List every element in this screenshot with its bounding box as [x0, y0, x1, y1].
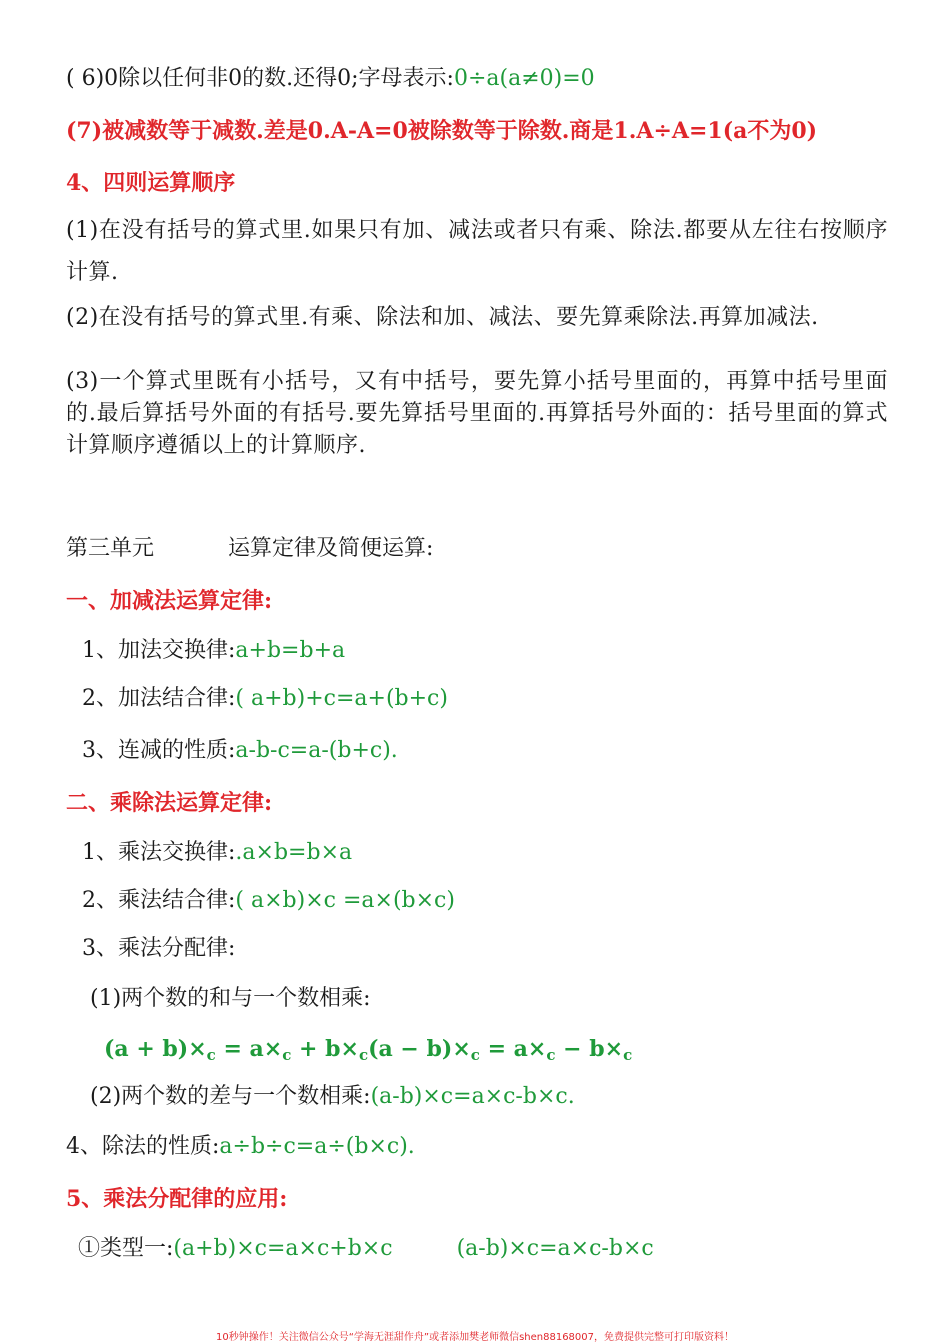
- law-consecutive-sub-formula: a-b-c=a-(b+c).: [235, 738, 398, 763]
- rule-6-formula: 0÷a(a≠0)=0: [453, 66, 595, 91]
- section-add-sub-laws: 一、加减法运算定律:: [66, 588, 273, 614]
- law-mul-associative: [82, 886, 455, 916]
- law-division-property-label: 4、除法的性质:: [66, 1134, 220, 1159]
- rule-6-text: ( 6)0除以任何非0的数.还得0;字母表示:: [66, 66, 454, 91]
- section-mul-div-laws: 二、乘除法运算定律:: [66, 790, 273, 816]
- law-add-associative: [82, 684, 448, 714]
- law-add-commutative: [82, 636, 345, 666]
- distributive-difference-label: (2)两个数的差与一个数相乘:: [90, 1084, 371, 1109]
- law-mul-distributive: 3、乘法分配律:: [82, 936, 236, 961]
- law-mul-associative-formula: ( a×b)×c =a×(b×c): [235, 888, 455, 913]
- distributive-sum-label: (1)两个数的和与一个数相乘:: [90, 986, 371, 1011]
- type-one-formula-2: (a-b)×c=a×c-b×c: [456, 1236, 654, 1261]
- order-rule-3: (3)一个算式里既有小括号，又有中括号，要先算小括号里面的，再算中括号里面的.最后算括号外面的有括号.要先算括号里面的.再算括号外面的：括号里面的算式计算顺序遵循以上的计算顺序.: [66, 369, 888, 458]
- law-division-property-formula: a÷b÷c=a÷(b×c).: [219, 1134, 415, 1159]
- distributive-sub-6: c: [623, 1046, 633, 1064]
- type-one-label: ①类型一:: [78, 1236, 174, 1261]
- distributive-sub-4: c: [470, 1046, 480, 1064]
- law-mul-commutative-formula: .a×b=b×a: [235, 840, 353, 865]
- distributive-sub-3: c: [358, 1046, 369, 1064]
- distributive-part-5: = a×: [479, 1036, 547, 1062]
- distributive-part-4: (a − b)×: [368, 1036, 471, 1062]
- rule-7: (7)被减数等于减数.差是0.A-A=0被除数等于除数.商是1.A÷A=1(a不为0): [66, 118, 818, 144]
- type-one: [78, 1234, 654, 1264]
- law-consecutive-sub: [82, 736, 398, 766]
- law-mul-commutative-label: 1、乘法交换律:: [82, 840, 236, 865]
- distributive-sub-2: c: [282, 1046, 292, 1064]
- law-mul-associative-label: 2、乘法结合律:: [82, 888, 236, 913]
- unit-label: 第三单元: [66, 536, 155, 561]
- distributive-part-2: = a×: [215, 1036, 283, 1062]
- footer-note: 10秒钟操作！关注微信公众号“学海无涯甜作舟”或者添加樊老师微信shen88168007，免费提供完整可打印版资料！: [215, 1332, 735, 1343]
- rule-6: [66, 64, 595, 94]
- distributive-part-3: + b×: [291, 1036, 359, 1062]
- distributive-difference: [90, 1082, 575, 1112]
- law-add-associative-formula: ( a+b)+c=a+(b+c): [235, 686, 448, 711]
- order-rule-1: (1)在没有括号的算式里.如果只有加、减法或者只有乘、除法.都要从左往右按顺序计算.: [66, 218, 888, 285]
- distributive-sub-1: c: [206, 1046, 216, 1064]
- type-one-formula-1: (a+b)×c=a×c+b×c: [173, 1236, 393, 1261]
- heading-order-of-operations: 4、四则运算顺序: [66, 170, 236, 196]
- unit-title: 运算定律及简便运算:: [228, 536, 434, 561]
- distributive-part-1: (a + b)×: [104, 1036, 207, 1062]
- distributive-difference-formula: (a-b)×c=a×c-b×c.: [370, 1084, 575, 1109]
- distributive-part-6: − b×: [555, 1036, 624, 1062]
- distributive-formula: [104, 1034, 632, 1070]
- distributive-sub-5: c: [546, 1046, 556, 1064]
- law-consecutive-sub-label: 3、连减的性质:: [82, 738, 236, 763]
- law-division-property: [66, 1132, 415, 1162]
- order-rule-2: (2)在没有括号的算式里.有乘、除法和加、减法、要先算乘除法.再算加减法.: [66, 305, 819, 330]
- section-distributive-application: 5、乘法分配律的应用:: [66, 1186, 288, 1212]
- law-mul-commutative: [82, 838, 352, 868]
- law-add-commutative-label: 1、加法交换律:: [82, 638, 236, 663]
- unit-heading: [66, 534, 433, 564]
- law-add-associative-label: 2、加法结合律:: [82, 686, 236, 711]
- law-add-commutative-formula: a+b=b+a: [235, 638, 346, 663]
